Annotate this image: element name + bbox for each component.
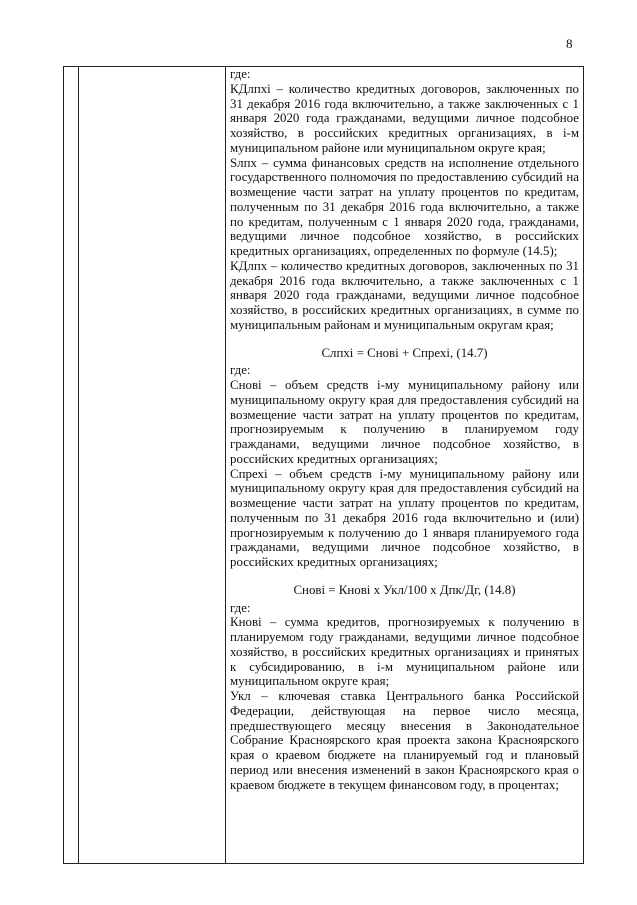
formula-14-8: Снові = Кнові x Укл/100 x Дпк/Дг, (14.8) bbox=[293, 582, 516, 597]
paragraph-kdlpx-definition: КДлпх – количество кредитных договоров, заключенных по 31 декабря 2016 года включительно, а также заключенных с 1 января 2020 года гражданами, ведущими личное подсобное хозяйство, в российских кредитных организациях, в сумме по муниципальным районам и муниципальным округам края; bbox=[230, 258, 579, 332]
column-divider bbox=[78, 67, 79, 863]
text-cell bbox=[230, 67, 579, 792]
column-divider bbox=[225, 67, 226, 863]
paragraph-where: где: bbox=[230, 600, 251, 615]
page-number: 8 bbox=[566, 36, 573, 51]
formula-14-7: Слпхi = Снові + Спрехі, (14.7) bbox=[321, 345, 488, 360]
paragraph-snovi-definition: Снові – объем средств i-му муниципальному району или муниципальному округу края для предоставления субсидий на возмещение части затрат на уплату процентов по кредитам, прогнозируемым к получению в планируемом году гражданами, ведущими личное подсобное хозяйство, в российских кредитных организациях; bbox=[230, 378, 579, 466]
paragraph-sprexi-definition: Спрехi – объем средств i-му муниципальному району или муниципальному округу края для предоставления субсидий на возмещение части затрат на уплату процентов по кредитам, полученным по 31 декабря 2016 года включительно и (или) прогнозируемым к получению до 1 января планируемого года гражданами, ведущими личное подсобное хозяйство, в российских кредитных организациях; bbox=[230, 466, 579, 569]
paragraph-where: где: bbox=[230, 363, 251, 378]
paragraph-ukl-definition: Укл – ключевая ставка Центрального банка Российской Федерации, действующая на первое число месяца, предшествующего месяцу внесения в Законодательное Собрание Красноярского края проекта закона Красноярского края о краевом бюджете на планируемый год и плановый период или внесения изменений в закон Красноярского края о краевом бюджете в текущем финансовом году, в процентах; bbox=[230, 689, 579, 792]
content-table bbox=[63, 66, 584, 864]
paragraph-slpx-definition: Sлпх – сумма финансовых средств на исполнение отдельного государственного полномочия по предоставлению субсидий на возмещение части затрат на уплату процентов по кредитам, полученным по 31 декабря 2016 года включительно, а также по кредитам, полученным с 1 января 2020 года, гражданами, ведущими личное подсобное хозяйство, в российских кредитных организациях, определенных по формуле (14.5); bbox=[230, 155, 579, 258]
paragraph-knovi-definition: Кнові – сумма кредитов, прогнозируемых к получению в планируемом году гражданами, ведущими личное подсобное хозяйство, в российских кредитных организациях и принятых к субсидированию, в i-м муниципальном районе или муниципальном округе края; bbox=[230, 615, 579, 689]
paragraph-kdlpxi-definition: КДлпхi – количество кредитных договоров, заключенных по 31 декабря 2016 года включительно, а также заключенных с 1 января 2020 года гражданами, ведущими личное подсобное хозяйство, в российских кредитных организациях, в i-м муниципальном районе или муниципальном округе края; bbox=[230, 81, 579, 155]
paragraph-where: где: bbox=[230, 67, 251, 81]
